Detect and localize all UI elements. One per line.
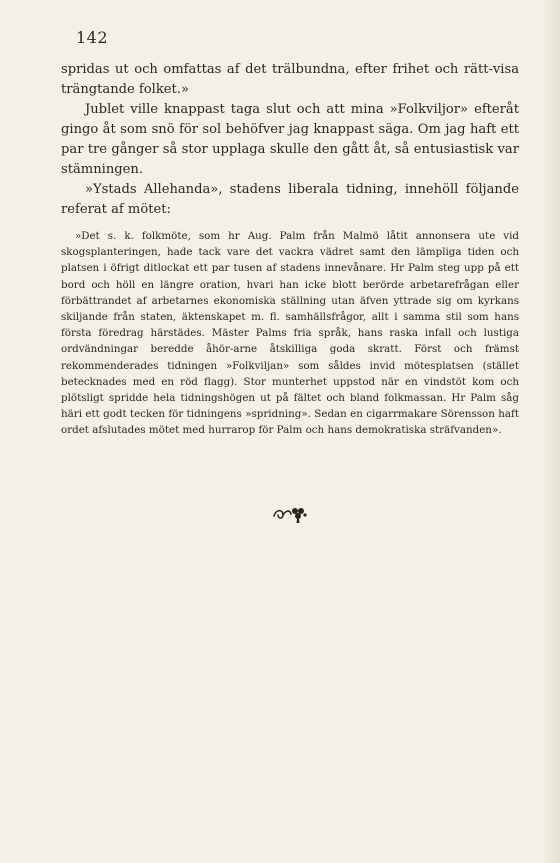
paragraph-jublet: Jublet ville knappast taga slut och att mina »Folkviljor» efteråt gingo åt som snö för sol behöfver jag knappast säga. Om jag haft ett par tre gånger så stor upplaga skulle den gått åt, så entusiastisk var stämningen.	[61, 102, 519, 177]
page-number: 142	[76, 28, 109, 47]
floral-fleuron-icon	[271, 504, 311, 524]
page-edge-shadow	[542, 0, 560, 863]
paragraph-continuation: spridas ut och omfattas af det trälbundna, efter frihet och rätt-visa trängtande folket.»	[61, 62, 519, 97]
body-text	[61, 60, 519, 220]
quote-text: »Det s. k. folkmöte, som hr Aug. Palm från Malmö låtit annonsera ute vid skogsplanteringen, hade tack vare det vackra vädret samt den lämpliga tiden och platsen i öfrigt ditlockat ett par tusen af stadens innevånare. Hr Palm steg upp på ett bord och höll en längre oration, hvari han icke blott berörde arbetarefrågan eller förbättrandet af arbetarnes ekonomiska ställning utan äfven yttrade sig om kyrkans skiljande från staten, äktenskapet m. fl. samhällsfrågor, allt i samma stil som hans första föredrag härstädes. Mäster Palms fria språk, hans raska infall och lustiga ordvändningar beredde åhör-arne åtskilliga goda skratt. Först och främst rekommenderades tidningen »Folkviljan» som såldes invid mötesplatsen (stället betecknades med en röd flagg). Stor munterhet uppstod när en vindstöt kom och plötsligt spridde hela tidningshögen ut på fältet och bland folkmassan. Hr Palm såg häri ett godt tecken för tidningens »spridning». Sedan en cigarrmakare Sörensson haft ordet afslutades mötet med hurrarop för Palm och hans demokratiska sträfvanden».	[61, 230, 519, 437]
newspaper-quote	[61, 228, 519, 439]
paragraph-ystads-allehanda: »Ystads Allehanda», stadens liberala tidning, innehöll följande referat af mötet:	[61, 182, 519, 217]
